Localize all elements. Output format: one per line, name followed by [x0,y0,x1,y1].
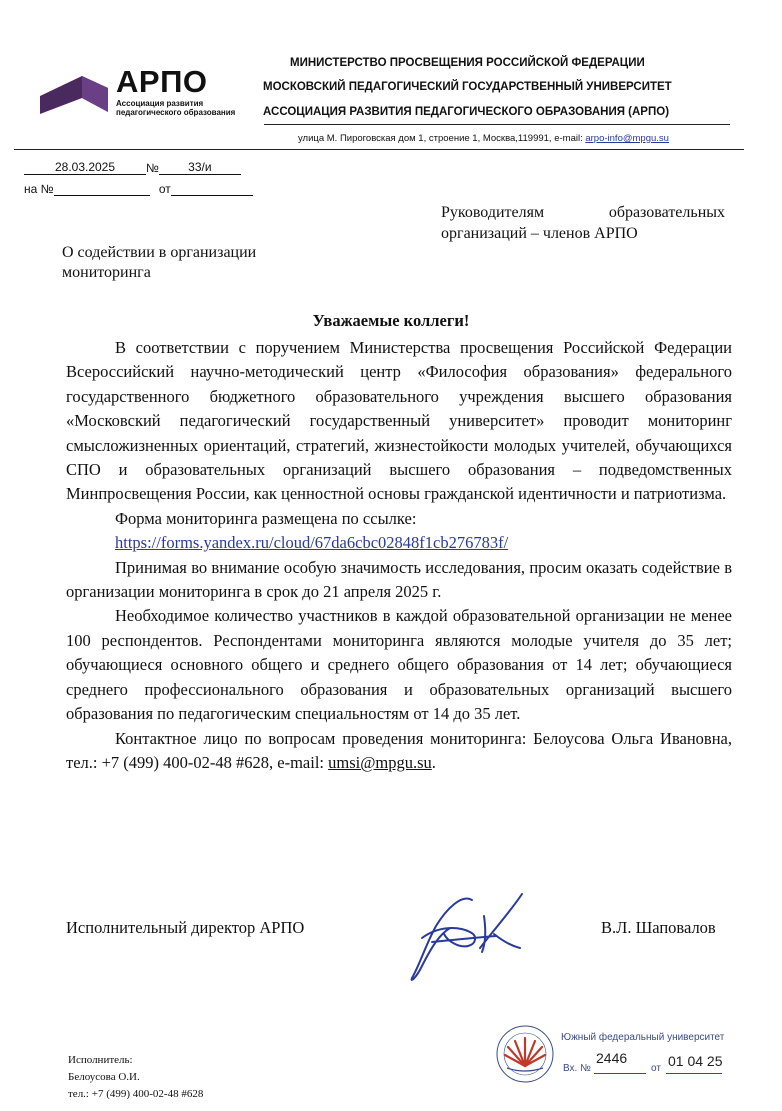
stamp-number-line [594,1073,646,1074]
survey-link[interactable]: https://forms.yandex.ru/cloud/67da6cbc02848f1cb276783f/ [115,533,509,553]
paragraph-form-link [66,531,732,555]
org-email-link[interactable]: arpo-info@mpgu.su [585,133,669,144]
reference-row [24,181,253,196]
letterhead-divider [14,149,744,150]
from-label: от [158,182,171,196]
ref-date [171,181,253,196]
stamp-in-label: Вх. № [563,1063,591,1074]
paragraph-contact: Контактное лицо по вопросам проведения мониторинга: Белоусова Ольга Ивановна, тел.: +7 (499) 400-02-48 #628, e-mail: umsi@mpgu.su. [66,728,732,772]
addressee: Руководителям образовательных организаций – членов АРПО [441,204,725,242]
logo-subtitle: Ассоциация развития педагогического образования [116,99,236,117]
registration-row [24,160,241,175]
executor-name: Белоусова О.И. [68,1071,140,1083]
logo-title: АРПО [116,64,208,99]
org-line-ministry: МИНИСТЕРСТВО ПРОСВЕЩЕНИЯ РОССИЙСКОЙ ФЕДЕРАЦИИ [290,57,645,69]
executor-label: Исполнитель: [68,1054,133,1066]
letter-subject: О содействии в организации мониторинга [62,244,257,281]
stamp-date-label: от [651,1063,661,1074]
number-label: № [146,161,159,175]
paragraph-purpose: В соответствии с поручением Министерства просвещения Российской Федерации Всероссийский научно-методический центр «Философия образования» федерального государственного бюджетного образовательного учреждения высшего образования «Московский педагогический государственный университет» проводит мониторинг смысложизненных ориентаций, стратегий, жизнестойкости молодых учителей, обучающихся СПО и образовательных организаций высшего образования – подведомственных Минпросвещения России, как ценностной основы гражданской идентичности и патриотизма. [66,338,732,504]
outgoing-number: 33/и [159,160,241,175]
stamp-university: Южный федеральный университет [561,1032,725,1043]
paragraph-participants: Необходимое количество участников в каждой образовательной организации не менее 100 респондентов. Респондентами мониторинга являются молодые учителя до 35 лет; обучающиеся основного общего и среднего общего образования от 14 лет; обучающиеся среднего профессионального образования и образовательных организаций высшего образования по педагогическим специальностям от 14 до 35 лет. [66,606,732,724]
outgoing-date: 28.03.2025 [24,160,146,175]
stamp-date-line [666,1073,722,1074]
ref-label: на № [24,182,54,196]
ref-number [54,181,150,196]
contact-email-link[interactable]: umsi@mpgu.su [328,752,432,772]
handwritten-signature-icon [392,886,552,990]
signatory-name: В.Л. Шаповалов [601,918,716,937]
greeting: Уважаемые коллеги! [312,311,470,330]
executor-phone: тел.: +7 (499) 400-02-48 #628 [68,1088,204,1100]
paragraph-form-intro: Форма мониторинга размещена по ссылке: [115,508,417,528]
signatory-position: Исполнительный директор АРПО [66,918,305,937]
arpo-logo-icon [38,74,110,114]
stamp-date: 01 04 25 [668,1053,723,1069]
letter-body [66,336,732,775]
stamp-in-number: 2446 [596,1050,628,1066]
sfedu-logo-icon [495,1024,555,1084]
org-line-association: АССОЦИАЦИЯ РАЗВИТИЯ ПЕДАГОГИЧЕСКОГО ОБРАЗОВАНИЯ (АРПО) [263,106,670,118]
org-line-university: МОСКОВСКИЙ ПЕДАГОГИЧЕСКИЙ ГОСУДАРСТВЕННЫЙ УНИВЕРСИТЕТ [263,81,672,93]
org-address: улица М. Пироговская дом 1, строение 1, Москва,119991, e-mail: arpo-info@mpgu.su [298,133,669,144]
paragraph-request: Принимая во внимание особую значимость исследования, просим оказать содействие в организации мониторинга в срок до 21 апреля 2025 г. [66,557,732,602]
header-divider [264,124,730,125]
